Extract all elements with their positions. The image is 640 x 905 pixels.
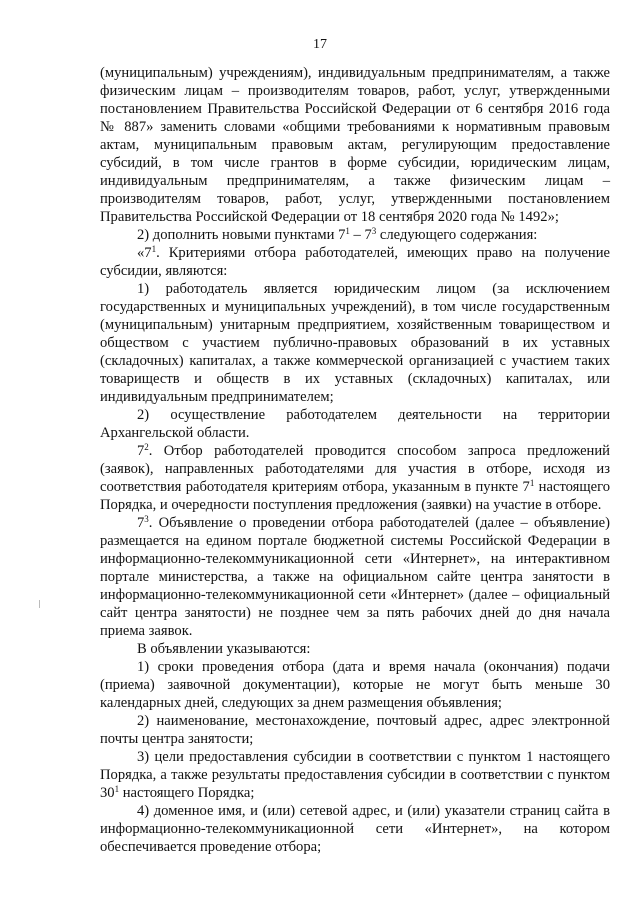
paragraph-a2: 2) наименование, местонахождение, почтовый адрес, адрес электронной почты центра занятости; [100, 713, 610, 747]
paragraph-c1: 1) работодатель является юридическим лицом (за исключением государственных и муниципальных учреждений), в том числе государственным (муниципальным) унитарным предприятием, хозяйственным товариществом и обществом с участием публично-правовых образований в их уставных (складочных) капиталах, а также коммерческой организацией с участием таких товариществ и обществ в их уставных (складочных) капиталах, или индивидуальным предпринимателем; [100, 281, 610, 405]
page-number: 17 [313, 37, 327, 52]
paragraph-a4: 4) доменное имя, и (или) сетевой адрес, и (или) указатели страниц сайта в информационно-телекоммуникационной сети «Интернет», на котором обеспечивается проведение отбора; [100, 803, 610, 855]
text-run: . Критериями отбора работодателей, имеющих право на получение субсидии, являются: [100, 245, 610, 279]
text-run: следующего содержания: [376, 227, 538, 243]
superscript: 1 [529, 478, 535, 488]
paragraph-c2: 2) осуществление работодателем деятельности на территории Архангельской области. [100, 407, 610, 441]
superscript: 1 [114, 784, 120, 794]
text-run: 7 [137, 443, 145, 459]
margin-mark [39, 600, 40, 608]
paragraph-a3 [100, 748, 610, 802]
text-run: настоящего Порядка; [119, 785, 255, 801]
text-run: 3) цели предоставления субсидии в соответствии с пунктом 1 настоящего Порядка, а также результаты предоставления субсидии в соответствии с пунктом 30 [100, 749, 610, 801]
text-run: 2) дополнить новыми пунктами 7 [137, 227, 346, 243]
superscript: 3 [144, 514, 149, 524]
superscript: 1 [345, 226, 350, 236]
superscript: 2 [144, 442, 149, 452]
superscript: 3 [371, 226, 377, 236]
text-run: настоящего Порядка, и очередности поступления предложения (заявки) на участие в отборе. [100, 479, 610, 513]
paragraph-a1: 1) сроки проведения отбора (дата и время начала (окончания) подачи (приема) заявочной документации), которые не могут быть меньше 30 календарных дней, следующих за днем размещения объявления; [100, 659, 610, 711]
paragraph-p73 [100, 514, 610, 640]
text-run: . Отбор работодателей проводится способом запроса предложений (заявок), направленных работодателями для участия в отборе, исходя из соответствия работодателя критериям отбора, указанным в пункте 7 [100, 443, 610, 495]
text-run: . Объявление о проведении отбора работодателей (далее – объявление) размещается на едином портале бюджетной системы Российской Федерации в информационно-телекоммуникационной сети «Интернет», на интерактивном портале министерства, а также на официальном сайте центра занятости в информационно-телекоммуникационной сети «Интернет» (далее – официальный сайт центра занятости) не позднее чем за пять рабочих дней до дня начала приема заявок. [100, 515, 610, 639]
text-run: «7 [137, 245, 152, 261]
superscript: 1 [151, 244, 157, 254]
paragraph-ann: В объявлении указываются: [137, 641, 311, 657]
document-body [100, 64, 610, 856]
text-run: 7 [137, 515, 145, 531]
paragraph-cont: (муниципальным) учреждениям), индивидуальным предпринимателям, а также физическим лицам – производителям товаров, работ, услуг, утвержденными постановлением Правительства Российской Федерации от 6 сентября 2016 года № 887» заменить словами «общими требованиями к нормативным правовым актам, муниципальным правовым актам, регулирующим предоставление субсидий, в том числе грантов в форме субсидии, юридическим лицам, индивидуальным предпринимателям, а также физическим лицам – производителям товаров, работ, услуг, утвержденными постановлением Правительства Российской Федерации от 18 сентября 2020 года № 1492»; [100, 65, 610, 225]
paragraph-p2 [100, 226, 610, 244]
paragraph-p71 [100, 244, 610, 280]
text-run: – 7 [349, 227, 372, 243]
paragraph-p72 [100, 442, 610, 514]
